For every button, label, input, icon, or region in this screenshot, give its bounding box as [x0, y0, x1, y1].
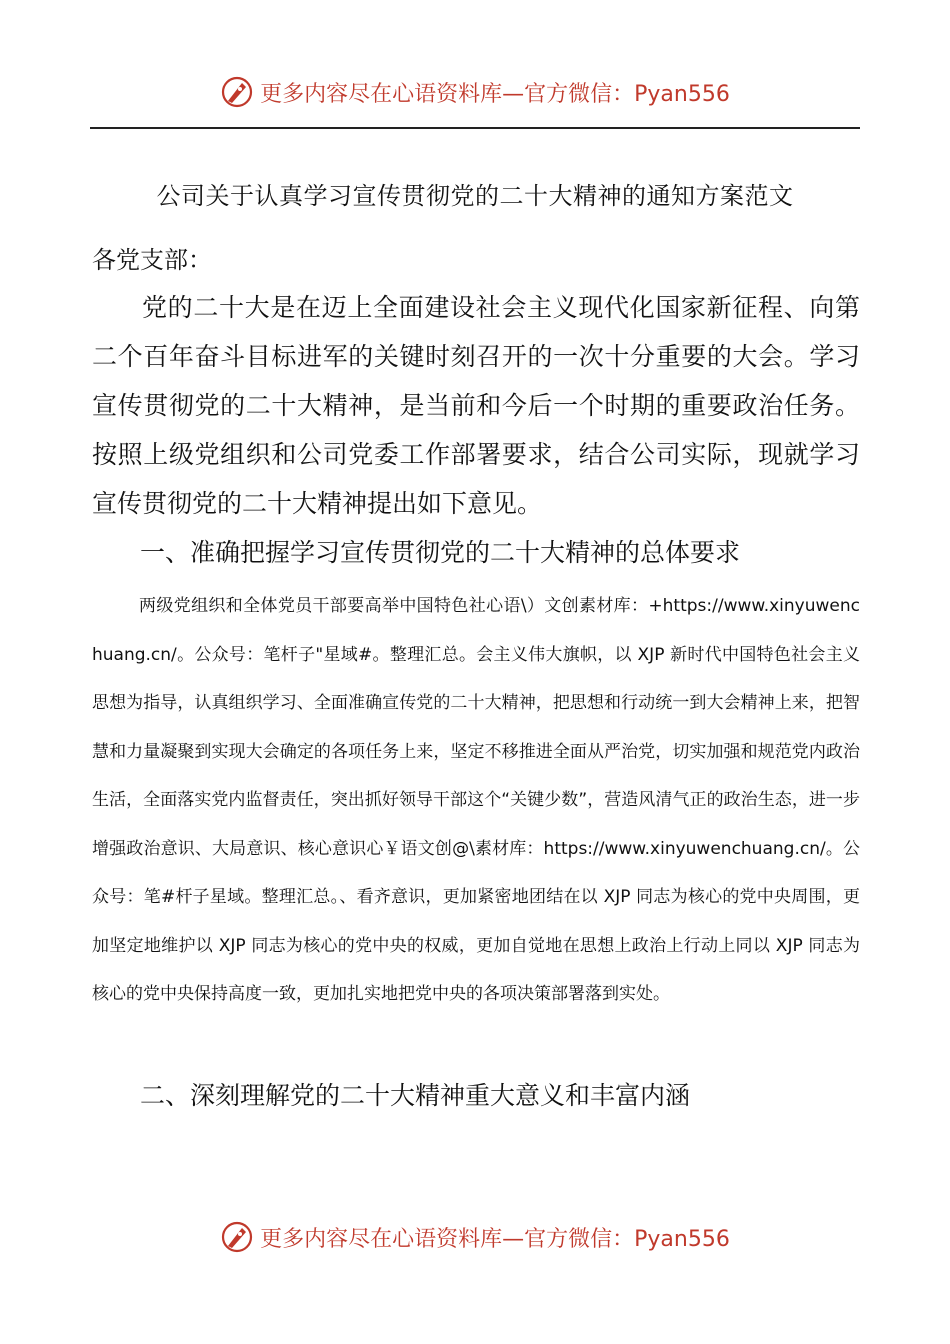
header-divider	[90, 127, 860, 129]
document-title: 公司关于认真学习宣传贯彻党的二十大精神的通知方案范文	[156, 182, 794, 210]
section-1-heading: 一、准确把握学习宣传贯彻党的二十大精神的总体要求	[140, 538, 741, 567]
intro-paragraph: 党的二十大是在迈上全面建设社会主义现代化国家新征程、向第二个百年奋斗目标进军的关键时刻召开的一次十分重要的大会。学习宣传贯彻党的二十大精神，是当前和今后一个时期的重要政治任务。按照上级党组织和公司党委工作部署要求，结合公司实际，现就学习宣传贯彻党的二十大精神提出如下意见。	[92, 293, 860, 518]
header-watermark	[0, 72, 950, 112]
footer-watermark	[0, 1217, 950, 1257]
section-2-heading: 二、深刻理解党的二十大精神重大意义和丰富内涵	[140, 1081, 691, 1110]
footer-watermark-text: 更多内容尽在心语资料库—官方微信：Pyan556	[260, 1226, 730, 1252]
section-1-body: 两级党组织和全体党员干部要高举中国特色社心语\）文创素材库：+https://www.xinyuwenchuang.cn/。公众号：笔杆子"星域#。整理汇总。会主义伟大旗帜，以 XJP 新时代中国特色社会主义思想为指导，认真组织学习、全面准确宣传党的二十大精神，把思想和行动统一到大会精神上来，把智慧和力量凝聚到实现大会确定的各项任务上来，坚定不移推进全面从严治党，切实加强和规范党内政治生活，全面落实党内监督责任，突出抓好领导干部这个“关键少数”，营造风清气正的政治生态，进一步增强政治意识、大局意识、核心意识心￥语文创@\素材库：https://www.xinyuwenchuang.cn/。公众号：笔#杆子星域。整理汇总。、看齐意识，更加紧密地团结在以 XJP 同志为核心的党中央周围，更加坚定地维护以 XJP 同志为核心的党中央的权威，更加自觉地在思想上政治上行动上同以 XJP 同志为核心的党中央保持高度一致，更加扎实地把党中央的各项决策部署落到实处。	[92, 596, 860, 1004]
salutation: 各党支部：	[92, 246, 212, 274]
pen-nib-logo-icon	[220, 1220, 254, 1254]
header-watermark-text: 更多内容尽在心语资料库—官方微信：Pyan556	[260, 81, 730, 107]
pen-nib-logo-icon	[220, 75, 254, 109]
